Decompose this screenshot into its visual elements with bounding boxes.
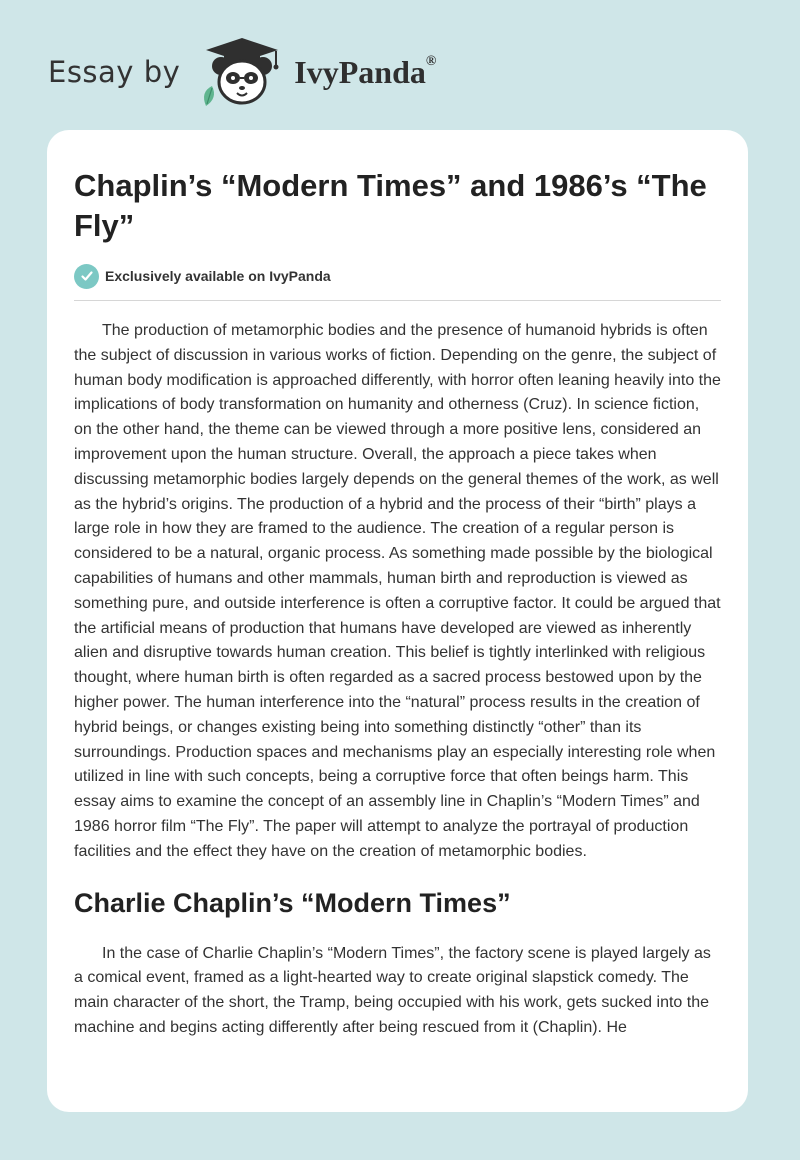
essay-card: [47, 130, 748, 1112]
section-paragraph: In the case of Charlie Chaplin’s “Modern Times”, the factory scene is played largely as a comical event, framed as a light-hearted way to create original slapstick comedy. The main character of the short, the Tramp, being occupied with his work, gets sucked into the machine and begins acting differently after being rescued from it (Chaplin). He: [74, 944, 711, 1036]
exclusive-label: Exclusively available on IvyPanda: [105, 268, 331, 284]
trademark-mark: ®: [425, 53, 437, 69]
brand-header[interactable]: [48, 36, 436, 108]
checkmark-badge-icon: [74, 264, 99, 289]
brand-name: IvyPanda®: [294, 53, 437, 90]
intro-paragraph: The production of metamorphic bodies and the presence of humanoid hybrids is often the subject of discussion in various works of fiction. Depending on the genre, the subject of human body modification is approached differently, with horror often leaning heavily into the implications of body transformation on humanity and otherness (Cruz). In science fiction, on the other hand, the theme can be viewed through a more positive lens, considered an improvement upon the human structure. Overall, the approach a piece takes when discussing metamorphic bodies largely depends on the general themes of the work, as well as the hybrid’s origins. The production of a hybrid and the process of their “birth” plays a large role in how they are framed to the audience. The creation of a regular person is considered to be a natural, organic process. As something made possible by the biological capabilities of humans and other mammals, human birth and reproduction is viewed as something pure, and outside interference is often a corruptive factor. It could be argued that the artificial means of production that humans have developed are viewed as inherently alien and disruptive towards human creation. This belief is tightly interlinked with religious thought, where human birth is often regarded as a sacred process bestowed upon by the higher power. The human interference into the “natural” process results in the creation of hybrid beings, or changes existing being into something distinctly “other” than its surroundings. Production spaces and mechanisms play an especially interesting role when utilized in line with such concepts, being a corruptive force that often beings harm. This essay aims to examine the concept of an assembly line in Chaplin’s “Modern Times” and 1986 horror film “The Fly”. The paper will attempt to analyze the portrayal of production facilities and the effect they have on the creation of metamorphic bodies.: [74, 322, 721, 860]
section-paragraph-container: [74, 942, 721, 1040]
essay-title: Chaplin’s “Modern Times” and 1986’s “The Fly”: [74, 168, 707, 243]
section-heading: Charlie Chaplin’s “Modern Times”: [74, 887, 511, 918]
panda-graduate-logo-icon: [194, 36, 290, 108]
exclusive-badge: [74, 263, 721, 289]
divider: [74, 300, 721, 301]
brand-prefix: Essay by: [48, 55, 181, 89]
